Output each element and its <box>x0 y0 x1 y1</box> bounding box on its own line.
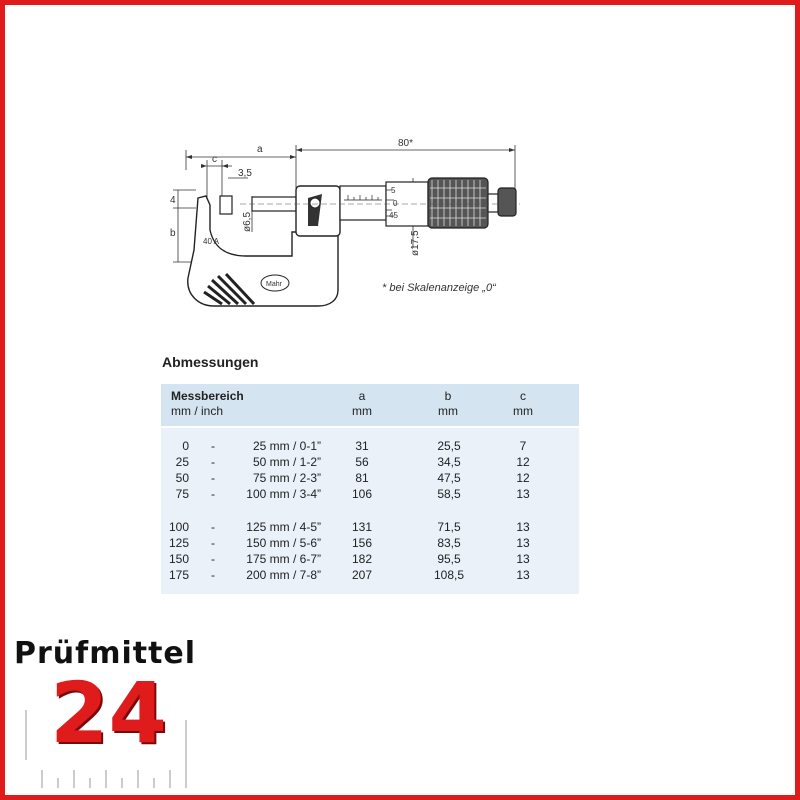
cell-from: 75 <box>175 487 189 501</box>
knurled-grip <box>428 178 488 228</box>
sleeve <box>340 186 386 220</box>
cell-from: 150 <box>168 552 189 566</box>
cell-c: 13 <box>516 487 530 501</box>
label-dia-17-5: ø17,5 <box>410 230 421 256</box>
cell-from: 125 <box>168 536 189 550</box>
label-b: b <box>170 228 176 239</box>
cell-from: 25 <box>175 455 189 469</box>
label-3-5: 3,5 <box>238 168 252 179</box>
header-c-unit: mm <box>513 404 533 418</box>
cell-a: 81 <box>355 471 369 485</box>
header-a: a <box>358 389 366 403</box>
cell-dash: - <box>211 455 215 469</box>
cell-to: 75 mm / 2-3” <box>252 471 321 485</box>
cell-to: 150 mm / 5-6” <box>246 536 321 550</box>
cell-to: 125 mm / 4-5” <box>246 520 321 534</box>
cell-b: 108,5 <box>433 568 465 582</box>
cell-b: 58,5 <box>437 487 461 501</box>
cell-to: 25 mm / 0-1” <box>252 439 321 453</box>
label-anvil-mark: 40 A <box>203 237 220 246</box>
brand-number: 24 <box>50 664 167 762</box>
ratchet-stop <box>498 188 516 216</box>
dimension-arrows <box>186 148 515 168</box>
cell-dash: - <box>211 471 215 485</box>
header-range: Messbereich <box>171 389 244 403</box>
cell-a: 31 <box>355 439 369 453</box>
anvil <box>220 196 232 214</box>
cell-c: 12 <box>516 471 530 485</box>
label-dia-6-5: ø6,5 <box>242 211 253 232</box>
table-row <box>161 438 579 454</box>
label-80: 80* <box>398 138 414 149</box>
cell-a: 207 <box>351 568 373 582</box>
ruler-marks <box>0 700 260 795</box>
cell-a: 106 <box>351 487 373 501</box>
lock-screw <box>310 198 320 208</box>
header-range-unit: mm / inch <box>171 404 224 418</box>
cell-from: 0 <box>182 439 189 453</box>
table-row <box>161 486 579 502</box>
cell-a: 131 <box>351 520 373 534</box>
table-header <box>161 384 579 428</box>
ratchet-neck <box>488 194 498 212</box>
cell-b: 47,5 <box>437 471 461 485</box>
cell-dash: - <box>211 487 215 501</box>
label-c: c <box>212 154 217 165</box>
cell-b: 71,5 <box>437 520 461 534</box>
cell-c: 13 <box>516 568 530 582</box>
cell-from: 50 <box>175 471 189 485</box>
cell-b: 95,5 <box>437 552 461 566</box>
header-a-unit: mm <box>352 404 372 418</box>
brand-name: Prüfmittel <box>14 636 197 671</box>
label-a: a <box>257 144 263 155</box>
cell-to: 200 mm / 7-8” <box>246 568 321 582</box>
cell-to: 100 mm / 3-4” <box>246 487 321 501</box>
cell-a: 156 <box>351 536 373 550</box>
header-b: b <box>444 389 452 403</box>
scale-45: 45 <box>389 211 398 220</box>
cell-c: 7 <box>519 439 527 453</box>
cell-dash: - <box>211 520 215 534</box>
footnote: * bei Skalenanzeige „0“ <box>382 282 496 294</box>
cell-c: 12 <box>516 455 530 469</box>
cell-dash: - <box>211 552 215 566</box>
micrometer-drawing <box>0 0 800 340</box>
cell-b: 83,5 <box>437 536 461 550</box>
cell-from: 100 <box>168 520 189 534</box>
cell-c: 13 <box>516 520 530 534</box>
table-row <box>161 454 579 470</box>
cell-c: 13 <box>516 552 530 566</box>
table-row <box>161 519 579 535</box>
table-row <box>161 535 579 551</box>
cell-a: 182 <box>351 552 373 566</box>
cell-from: 175 <box>168 568 189 582</box>
scale-5: 5 <box>391 186 396 195</box>
label-brand: Mahr <box>266 281 282 288</box>
table-row <box>161 551 579 567</box>
header-b-unit: mm <box>438 404 458 418</box>
table-title: Abmessungen <box>162 354 259 370</box>
cell-b: 25,5 <box>437 439 461 453</box>
label-4: 4 <box>170 195 176 206</box>
table-row <box>161 470 579 486</box>
table-row <box>161 567 579 583</box>
cell-to: 50 mm / 1-2” <box>252 455 321 469</box>
cell-dash: - <box>211 439 215 453</box>
cell-a: 56 <box>355 455 369 469</box>
cell-to: 175 mm / 6-7” <box>246 552 321 566</box>
cell-b: 34,5 <box>437 455 461 469</box>
cell-c: 13 <box>516 536 530 550</box>
header-c: c <box>520 389 526 403</box>
cell-dash: - <box>211 536 215 550</box>
dimensions-table <box>161 384 579 594</box>
cell-dash: - <box>211 568 215 582</box>
scale-0: 0 <box>393 199 398 208</box>
